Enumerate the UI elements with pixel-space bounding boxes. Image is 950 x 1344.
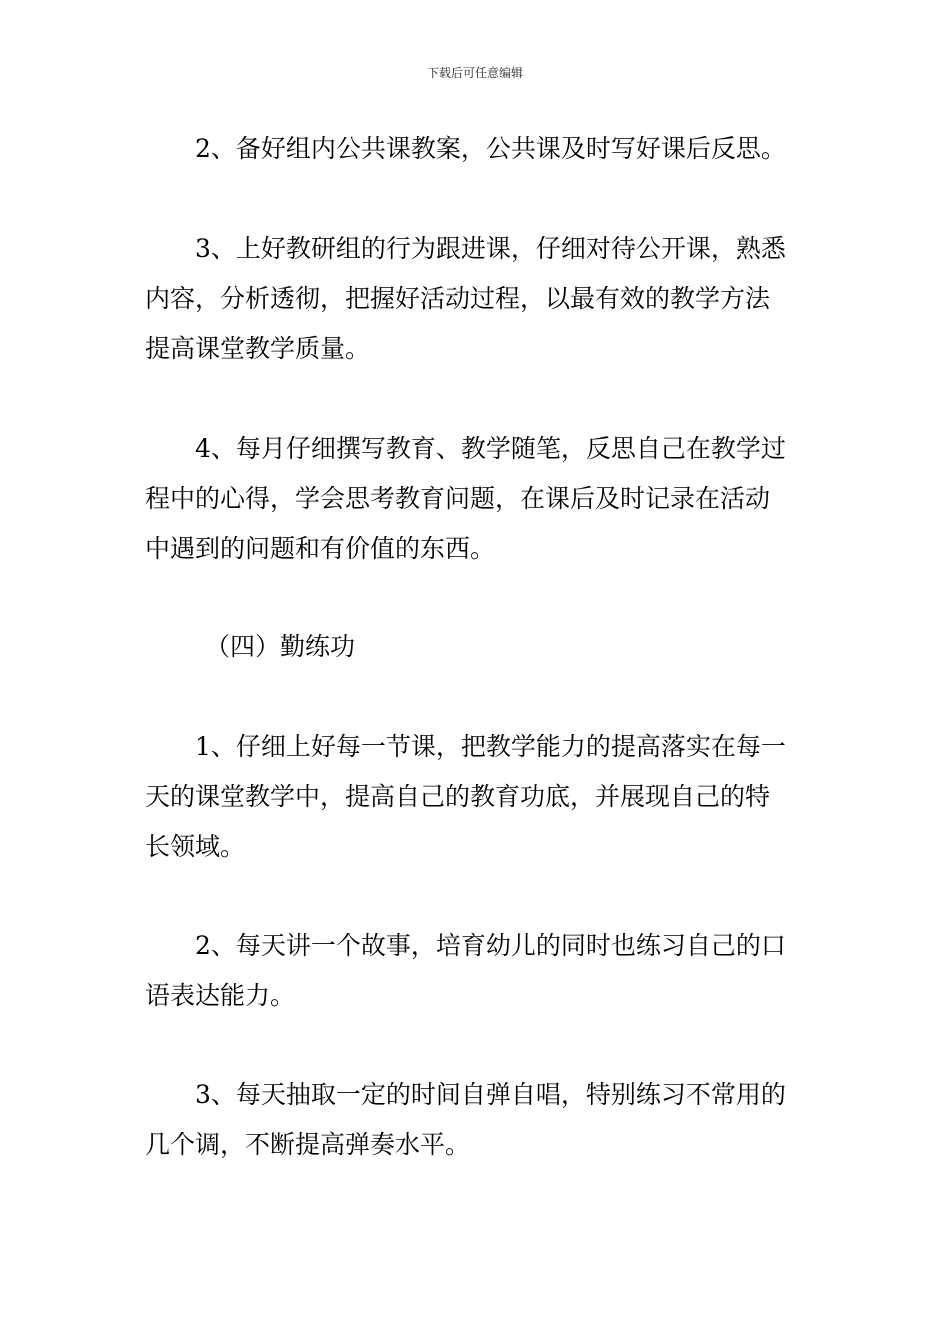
page-header: 下载后可任意编辑 (426, 66, 523, 80)
paragraph-item-1-daily-lessons (145, 722, 810, 872)
paragraph-line: 3、每天抽取一定的时间自弹自唱，特别练习不常用的 (195, 1080, 786, 1109)
paragraph-line: 天的课堂教学中，提高自己的教育功底，并展现自己的特 (145, 782, 771, 811)
paragraph-item-3-piano-practice (145, 1070, 810, 1170)
paragraph-item-2-storytelling (145, 921, 810, 1021)
paragraph-line: 1、仔细上好每一节课，把教学能力的提高落实在每一 (195, 732, 786, 761)
section-heading (145, 622, 810, 672)
paragraph-line: 3、上好教研组的行为跟进课，仔细对待公开课，熟悉 (195, 234, 786, 263)
paragraph-line: 2、备好组内公共课教案，公共课及时写好课后反思。 (195, 134, 786, 163)
paragraph-line: 中遇到的问题和有价值的东西。 (145, 534, 496, 563)
paragraph-item-2-lesson-plans (145, 124, 810, 174)
paragraph-line: 语表达能力。 (145, 981, 296, 1010)
paragraph-line: 几个调，不断提高弹奏水平。 (145, 1130, 471, 1159)
paragraph-line: 4、每月仔细撰写教育、教学随笔，反思自己在教学过 (195, 434, 786, 463)
paragraph-line: 内容，分析透彻，把握好活动过程，以最有效的教学方法 (145, 284, 771, 313)
paragraph-item-3-followup-lessons (145, 224, 810, 374)
paragraph-item-4-reflection-notes (145, 424, 810, 574)
paragraph-line: 2、每天讲一个故事，培育幼儿的同时也练习自己的口 (195, 931, 786, 960)
paragraph-line: 提高课堂教学质量。 (145, 334, 371, 363)
paragraph-line: 长领域。 (145, 832, 246, 861)
paragraph-line: 程中的心得，学会思考教育问题，在课后及时记录在活动 (145, 484, 771, 513)
section-heading-text: （四）勤练功 (205, 632, 356, 661)
